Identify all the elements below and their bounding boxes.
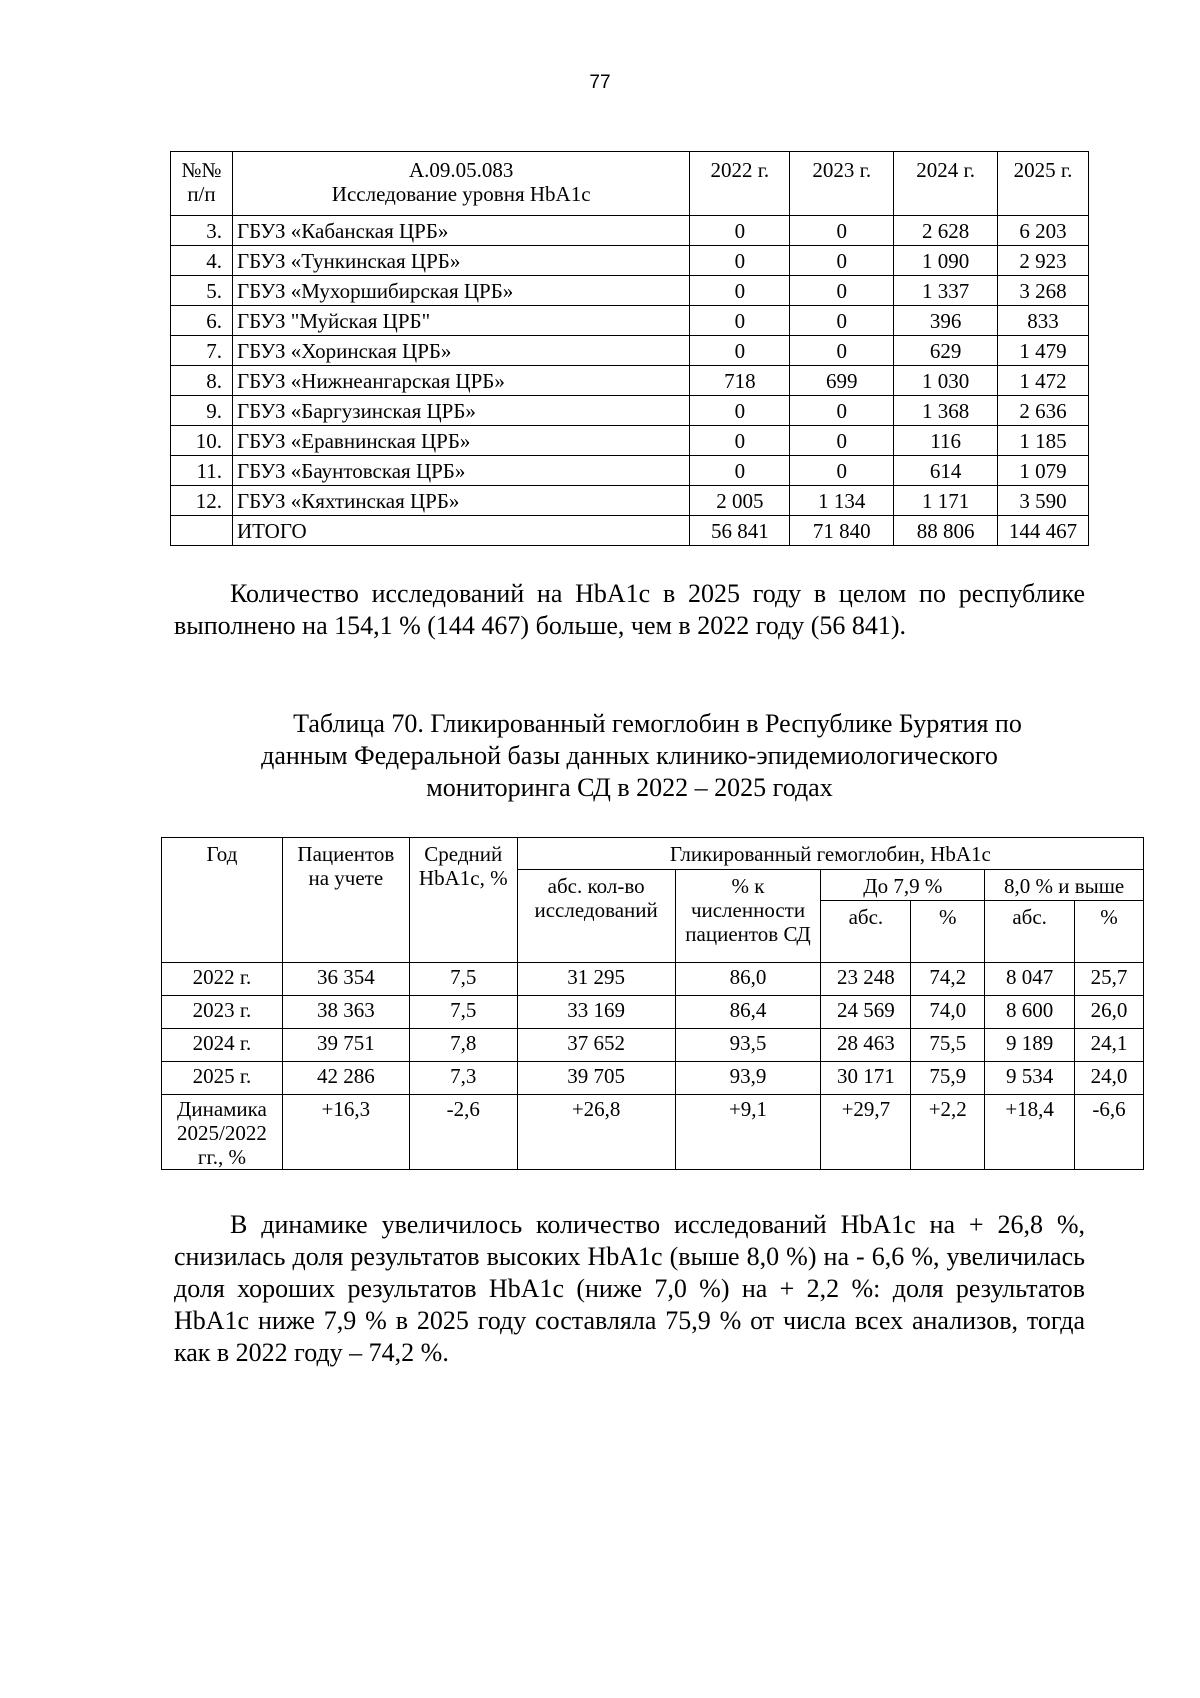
value-cell: 38 363 xyxy=(282,996,409,1029)
page-number: 77 xyxy=(589,72,611,93)
col-header-pct: % xyxy=(1075,901,1144,963)
row-number: 11. xyxy=(171,456,233,486)
value-cell: +9,1 xyxy=(675,1095,821,1170)
hospital-name: ГБУЗ «Кабанская ЦРБ» xyxy=(232,216,689,246)
year-value-cell: 116 xyxy=(894,426,998,456)
hospital-name: ГБУЗ «Кяхтинская ЦРБ» xyxy=(232,486,689,516)
value-cell: 7,3 xyxy=(409,1062,517,1095)
year-value-cell: 0 xyxy=(690,426,790,456)
col-header-upto-7-9: До 7,9 % xyxy=(821,870,985,901)
value-cell: 36 354 xyxy=(282,963,409,996)
value-cell: 30 171 xyxy=(821,1062,911,1095)
value-cell: -2,6 xyxy=(409,1095,517,1170)
col-header-name: Исследование уровня HbA1c xyxy=(331,182,591,206)
paragraph-tests-summary xyxy=(174,578,1085,642)
year-value-cell: 2 636 xyxy=(998,396,1089,426)
table-row xyxy=(171,396,1089,426)
value-cell: 9 534 xyxy=(985,1062,1075,1095)
value-cell: 75,5 xyxy=(911,1029,985,1062)
row-number: 3. xyxy=(171,216,233,246)
paragraph-text: Количество исследований на HbA1c в 2025 году в целом по республике выполнено на 154,1 % (144 467) больше, чем в 2022 году (56 841). xyxy=(174,579,1085,640)
col-header-pct: % xyxy=(911,901,985,963)
row-number: 8. xyxy=(171,366,233,396)
year-value-cell: 2 923 xyxy=(998,246,1089,276)
row-number: 7. xyxy=(171,336,233,366)
value-cell: 31 295 xyxy=(517,963,675,996)
value-cell: 93,5 xyxy=(675,1029,821,1062)
table-row xyxy=(171,516,1089,546)
col-header-year: 2024 г. xyxy=(894,152,998,216)
year-value-cell: 0 xyxy=(790,216,894,246)
year-value-cell: 3 590 xyxy=(998,486,1089,516)
value-cell: 25,7 xyxy=(1075,963,1144,996)
year-value-cell: 71 840 xyxy=(790,516,894,546)
year-value-cell: 3 268 xyxy=(998,276,1089,306)
table-header-row xyxy=(171,152,1089,216)
year-value-cell: 1 472 xyxy=(998,366,1089,396)
value-cell: 8 600 xyxy=(985,996,1075,1029)
value-cell: 7,5 xyxy=(409,996,517,1029)
year-cell: 2023 г. xyxy=(162,996,283,1029)
value-cell: +2,2 xyxy=(911,1095,985,1170)
col-header-above-8-0: 8,0 % и выше xyxy=(985,870,1144,901)
value-cell: +16,3 xyxy=(282,1095,409,1170)
value-cell: +29,7 xyxy=(821,1095,911,1170)
table-row xyxy=(171,306,1089,336)
value-cell: 23 248 xyxy=(821,963,911,996)
col-header-abs: абс. xyxy=(821,901,911,963)
table-row xyxy=(162,996,1144,1029)
year-value-cell: 0 xyxy=(690,336,790,366)
row-number xyxy=(171,516,233,546)
year-value-cell: 0 xyxy=(790,426,894,456)
value-cell: 42 286 xyxy=(282,1062,409,1095)
year-value-cell: 0 xyxy=(790,336,894,366)
value-cell: +26,8 xyxy=(517,1095,675,1170)
row-number: 5. xyxy=(171,276,233,306)
value-cell: 33 169 xyxy=(517,996,675,1029)
value-cell: 24 569 xyxy=(821,996,911,1029)
year-value-cell: 396 xyxy=(894,306,998,336)
value-cell: -6,6 xyxy=(1075,1095,1144,1170)
year-value-cell: 0 xyxy=(790,456,894,486)
col-header-abs-count: абс. кол-во исследований xyxy=(517,870,675,963)
col-header-title xyxy=(232,152,689,216)
year-value-cell: 1 079 xyxy=(998,456,1089,486)
year-value-cell: 0 xyxy=(790,396,894,426)
year-value-cell: 1 337 xyxy=(894,276,998,306)
year-cell: 2024 г. xyxy=(162,1029,283,1062)
year-value-cell: 1 185 xyxy=(998,426,1089,456)
value-cell: +18,4 xyxy=(985,1095,1075,1170)
year-value-cell: 0 xyxy=(690,276,790,306)
col-header-year: 2025 г. xyxy=(998,152,1089,216)
table-row xyxy=(171,246,1089,276)
hospital-name: ГБУЗ «Мухоршибирская ЦРБ» xyxy=(232,276,689,306)
table-row xyxy=(171,366,1089,396)
row-number: 6. xyxy=(171,306,233,336)
year-value-cell: 0 xyxy=(790,276,894,306)
table-row xyxy=(171,426,1089,456)
value-cell: 93,9 xyxy=(675,1062,821,1095)
year-value-cell: 1 171 xyxy=(894,486,998,516)
year-value-cell: 614 xyxy=(894,456,998,486)
glycated-hemoglobin-table xyxy=(161,837,1144,1170)
table-row xyxy=(171,456,1089,486)
year-value-cell: 0 xyxy=(790,306,894,336)
year-value-cell: 629 xyxy=(894,336,998,366)
col-header-year: Год xyxy=(162,838,283,963)
table-row xyxy=(162,963,1144,996)
year-cell: 2022 г. xyxy=(162,963,283,996)
row-number: 12. xyxy=(171,486,233,516)
year-value-cell: 88 806 xyxy=(894,516,998,546)
year-value-cell: 0 xyxy=(790,246,894,276)
hospital-name: ГБУЗ «Нижнеангарская ЦРБ» xyxy=(232,366,689,396)
caption-line: данным Федеральной базы данных клинико-эпидемиологического xyxy=(261,741,998,770)
year-value-cell: 2 005 xyxy=(690,486,790,516)
col-header-year: 2022 г. xyxy=(690,152,790,216)
value-cell: 24,1 xyxy=(1075,1029,1144,1062)
value-cell: 86,4 xyxy=(675,996,821,1029)
table-row xyxy=(171,276,1089,306)
year-value-cell: 0 xyxy=(690,396,790,426)
value-cell: 75,9 xyxy=(911,1062,985,1095)
col-header-patients: Пациентов на учете xyxy=(282,838,409,963)
row-number: 4. xyxy=(171,246,233,276)
value-cell: 7,8 xyxy=(409,1029,517,1062)
col-header-abs: абс. xyxy=(985,901,1075,963)
col-header-pct-patients: % к численности пациентов СД xyxy=(675,870,821,963)
value-cell: 8 047 xyxy=(985,963,1075,996)
table-row xyxy=(162,1029,1144,1062)
paragraph-text: В динамике увеличилось количество исследований HbA1c на + 26,8 %, снизилась доля результатов высоких HbA1c (выше 8,0 %) на - 6,6 %, увеличилась доля хороших результатов HbA1c (ниже 7,0 %) на + 2,2 %: доля результатов HbA1c ниже 7,9 % в 2025 году составляла 75,9 % от числа всех анализов, тогда как в 2022 году – 74,2 %. xyxy=(174,1210,1085,1367)
table-row xyxy=(162,1062,1144,1095)
year-value-cell: 718 xyxy=(690,366,790,396)
col-header-group: Гликированный гемоглобин, HbA1c xyxy=(517,838,1143,870)
col-header-avg-hba1c: Средний HbA1c, % xyxy=(409,838,517,963)
value-cell: 74,0 xyxy=(911,996,985,1029)
value-cell: 86,0 xyxy=(675,963,821,996)
year-value-cell: 833 xyxy=(998,306,1089,336)
value-cell: 24,0 xyxy=(1075,1062,1144,1095)
value-cell: 37 652 xyxy=(517,1029,675,1062)
value-cell: 74,2 xyxy=(911,963,985,996)
caption-line: мониторинга СД в 2022 – 2025 годах xyxy=(426,773,833,802)
hospital-name: ГБУЗ «Еравнинская ЦРБ» xyxy=(232,426,689,456)
year-value-cell: 0 xyxy=(690,216,790,246)
year-value-cell: 1 090 xyxy=(894,246,998,276)
paragraph-dynamics-summary xyxy=(174,1209,1085,1369)
table-row xyxy=(171,486,1089,516)
value-cell: 9 189 xyxy=(985,1029,1075,1062)
hospital-name: ГБУЗ "Муйская ЦРБ" xyxy=(232,306,689,336)
year-value-cell: 1 368 xyxy=(894,396,998,426)
table-row xyxy=(171,216,1089,246)
row-number: 10. xyxy=(171,426,233,456)
year-value-cell: 0 xyxy=(690,456,790,486)
caption-line: Таблица 70. Гликированный гемоглобин в Республике Бурятия по xyxy=(293,709,1022,738)
value-cell: 39 705 xyxy=(517,1062,675,1095)
year-value-cell: 2 628 xyxy=(894,216,998,246)
year-value-cell: 56 841 xyxy=(690,516,790,546)
table-row xyxy=(162,1095,1144,1170)
value-cell: 26,0 xyxy=(1075,996,1144,1029)
year-value-cell: 1 134 xyxy=(790,486,894,516)
hospital-name: ГБУЗ «Хоринская ЦРБ» xyxy=(232,336,689,366)
table-row xyxy=(171,336,1089,366)
col-header-num: №№ п/п xyxy=(171,152,233,216)
year-value-cell: 6 203 xyxy=(998,216,1089,246)
value-cell: 28 463 xyxy=(821,1029,911,1062)
year-value-cell: 0 xyxy=(690,306,790,336)
year-cell: Динамика 2025/2022 гг., % xyxy=(162,1095,283,1170)
year-value-cell: 144 467 xyxy=(998,516,1089,546)
hospital-name: ГБУЗ «Баргузинская ЦРБ» xyxy=(232,396,689,426)
hospital-name: ГБУЗ «Баунтовская ЦРБ» xyxy=(232,456,689,486)
table-header-row xyxy=(162,838,1144,870)
value-cell: 7,5 xyxy=(409,963,517,996)
year-value-cell: 1 030 xyxy=(894,366,998,396)
col-header-year: 2023 г. xyxy=(790,152,894,216)
hospital-name: ГБУЗ «Тункинская ЦРБ» xyxy=(232,246,689,276)
value-cell: 39 751 xyxy=(282,1029,409,1062)
row-number: 9. xyxy=(171,396,233,426)
table-caption xyxy=(170,708,1089,804)
hospital-name: ИТОГО xyxy=(232,516,689,546)
hba1c-tests-by-hospital-table xyxy=(170,151,1089,546)
year-value-cell: 699 xyxy=(790,366,894,396)
year-cell: 2025 г. xyxy=(162,1062,283,1095)
year-value-cell: 1 479 xyxy=(998,336,1089,366)
col-header-code: А.09.05.083 xyxy=(408,158,514,182)
year-value-cell: 0 xyxy=(690,246,790,276)
